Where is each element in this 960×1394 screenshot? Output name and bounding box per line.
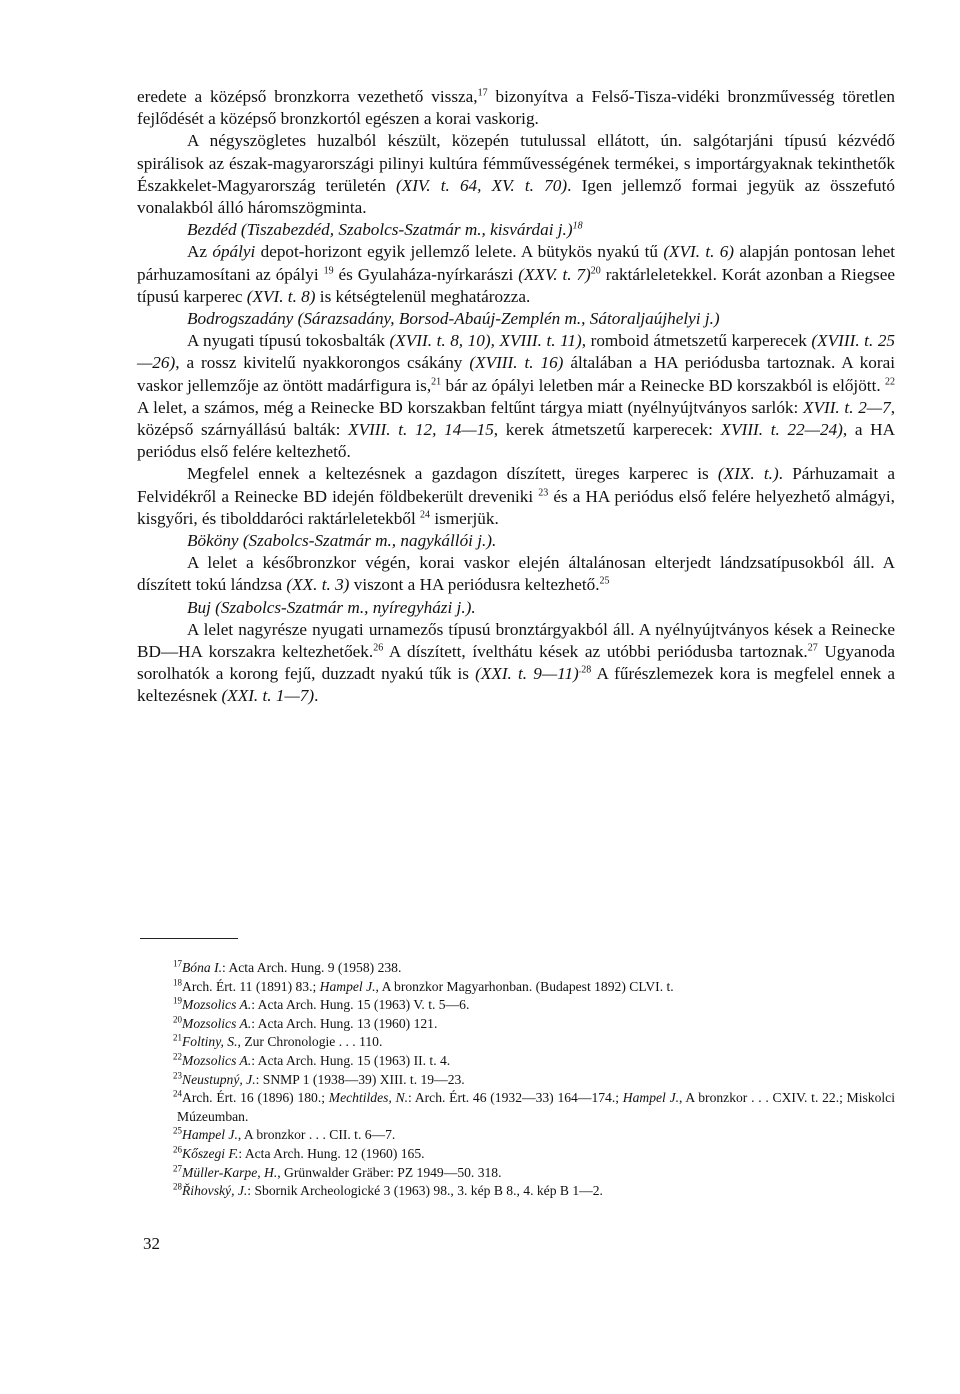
- text-run: bizonyítva a Felső-Tisza-vidéki bronzművesség töretlen fejlődését a középső bronzkortól egészen a korai vaskorig.: [137, 87, 895, 129]
- italic-text: Hampel J.: [182, 1127, 238, 1143]
- footnote: [137, 1126, 895, 1145]
- footnote-number: 21: [173, 1032, 182, 1043]
- text-run: Bezdéd (Tiszabezdéd, Szabolcs-Szatmár m., kisvárdai j.): [187, 220, 573, 240]
- footnote-number: 28: [173, 1181, 182, 1192]
- paragraph: [137, 130, 895, 219]
- footnote-number: 26: [173, 1144, 182, 1155]
- text-run: általában a HA periódusba tartoznak. A korai vaskor jellemzője az öntött madárfigura is,: [137, 353, 895, 395]
- footnote-divider: [140, 938, 238, 939]
- footnotes: [137, 959, 895, 1201]
- text-run: viszont a HA periódusra keltezhető.: [349, 575, 600, 595]
- text-run: : Acta Arch. Hung. 13 (1960) 121.: [251, 1015, 438, 1031]
- text-run: A díszített, ívelthátu kések az utóbbi periódusba tartoznak.: [383, 642, 808, 662]
- footnote-number: 17: [173, 958, 182, 969]
- text-run: : Acta Arch. Hung. 9 (1958) 238.: [222, 960, 402, 975]
- text-run: Megfelel ennek a keltezésnek a gazdagon díszített, üreges karperec is: [187, 464, 718, 484]
- text-run: , a HA periódus első felére keltezhető.: [137, 420, 895, 462]
- italic-text: (XXI. t. 9—11): [475, 664, 579, 684]
- text-run: depot-horizont egyik jellemző lelete. A bütykös nyakú tű: [255, 242, 664, 262]
- footnote-ref: 24: [420, 509, 431, 521]
- footnote-number: 20: [173, 1014, 182, 1025]
- italic-text: XVII. t. 2—7: [802, 397, 891, 417]
- paragraph: [137, 86, 895, 130]
- text-run: Bodrogszadány (Sárazsadány, Borsod-Abaúj-Zemplén m., Sátoraljaújhelyi j.): [187, 309, 720, 329]
- italic-text: (XVI. t. 6): [663, 242, 735, 262]
- text-run: A lelet a későbronzkor végén, korai vaskor elején általánosan elterjedt lándzsatípusokból áll. A díszített tokú lándzsa: [137, 553, 895, 595]
- site-heading: [137, 219, 895, 241]
- footnote-ref: 27: [807, 642, 818, 654]
- page-number: 32: [143, 1234, 160, 1253]
- footnote-number: 24: [173, 1088, 182, 1099]
- italic-text: (XVII. t. 8, 10), XVIII. t. 11): [389, 331, 582, 351]
- text-run: ismerjük.: [430, 508, 499, 528]
- text-run: Az: [187, 242, 213, 262]
- footnote-number: 25: [173, 1125, 182, 1136]
- footnote-ref: 17: [477, 87, 488, 99]
- italic-text: Mozsolics A.: [182, 1052, 252, 1068]
- footnote: [137, 1033, 895, 1052]
- text-run: Ugyanoda sorolhatók a korong fejű, duzzadt nyakú tűk is: [137, 642, 896, 684]
- italic-text: (XIX. t.): [717, 464, 779, 484]
- text-run: : Arch. Ért. 46 (1932—33) 164—174.;: [408, 1090, 623, 1106]
- italic-text: Mozsolics A.: [182, 1015, 252, 1031]
- italic-text: XVIII. t. 12, 14—15: [348, 420, 494, 440]
- paragraph: [137, 552, 895, 596]
- text-run: , kerek átmetszetű karperecek:: [493, 420, 721, 440]
- footnote: [137, 1071, 895, 1090]
- text-run: bár az ópályi leletben már a Reinecke BD korszakból is előjött.: [441, 375, 885, 395]
- footnote-number: 27: [173, 1163, 182, 1173]
- text-run: . Párhuzamait a Felvidékről a Reinecke BD idején földbekerült dreveniki: [137, 464, 895, 506]
- text-run: és Gyulaháza-nyírkarászi: [333, 264, 519, 284]
- footnote: [137, 996, 895, 1015]
- italic-text: (XVIII. t. 25—26): [137, 331, 896, 373]
- italic-text: Hampel J.: [319, 978, 376, 994]
- paragraph: [137, 463, 895, 530]
- footnote-ref: 22: [885, 375, 895, 387]
- text-run: : Acta Arch. Hung. 15 (1963) II. t. 4.: [251, 1052, 451, 1068]
- italic-text: Müller-Karpe, H.: [182, 1164, 278, 1180]
- footnote: [137, 1089, 895, 1126]
- text-run: : SNMP 1 (1938—39) XIII. t. 19—23.: [255, 1071, 465, 1087]
- italic-text: Foltiny, S.: [182, 1034, 238, 1050]
- text-run: : Acta Arch. Hung. 12 (1960) 165.: [238, 1145, 425, 1161]
- italic-text: (XVIII. t. 16): [469, 353, 564, 373]
- text-run: , középső szárnyállású balták:: [137, 397, 895, 440]
- italic-text: Kőszegi F.: [182, 1145, 239, 1161]
- site-heading: [137, 308, 895, 330]
- text-run: , a rossz kivitelű nyakkorongos csákány: [175, 353, 470, 373]
- text-run: , A bronzkor . . . CXIV. t. 22.; Miskolci Múzeumban.: [177, 1090, 895, 1124]
- italic-text: (XX. t. 3): [286, 575, 350, 595]
- text-run: Arch. Ért. 11 (1891) 83.;: [182, 978, 320, 994]
- text-run: Buj (Szabolcs-Szatmár m., nyíregyházi j.).: [187, 597, 476, 617]
- text-run: Arch. Ért. 16 (1896) 180.;: [182, 1090, 329, 1106]
- text-run: A négyszögletes huzalból készült, közepén tutulussal ellátott, ún. salgótarjáni típusú kézvédő spirálisok az észak-magyarországi pilinyi kultúra fémművességének termékei, s importárgyaknak tekinthetők Északkelet-Magyarország területén: [137, 131, 895, 195]
- footnote: [137, 1145, 895, 1164]
- footnote-ref: 26: [373, 642, 384, 654]
- footnote-number: 19: [173, 995, 182, 1006]
- italic-text: (XIV. t. 64, XV. t. 70): [395, 175, 568, 195]
- text-run: . Igen jellemző formai jegyük az összefutó vonalakból álló háromszögminta.: [137, 175, 895, 218]
- text-run: : Sbornik Archeologické 3 (1963) 98., 3. kép B 8., 4. kép B 1—2.: [247, 1183, 603, 1199]
- text-run: és a HA periódus első felére helyezhető almágyi, kisgyőri, és tibolddaróci raktárleletekből: [137, 486, 895, 528]
- footnote: [137, 1182, 895, 1201]
- text-run: Bököny (Szabolcs-Szatmár m., nagykállói j.).: [187, 531, 497, 551]
- footnote-ref: 25: [599, 575, 610, 587]
- footnote-ref: 23: [538, 486, 549, 498]
- text-run: , romboid átmetszetű karperecek: [581, 331, 812, 351]
- text-run: A lelet nagyrésze nyugati urnamezős típusú bronztárgyakból áll. A nyélnyújtványos kések a Reinecke BD—HA korszakra keltezhetőek.: [137, 619, 895, 662]
- italic-text: (XXV. t. 7): [518, 264, 591, 284]
- text-run: A lelet, a számos, még a Reinecke BD korszakban feltűnt tárgya miatt (nyélnyújtványos sarlók:: [137, 397, 803, 417]
- footnote-number: 22: [173, 1051, 182, 1062]
- text-run: .: [314, 686, 319, 706]
- italic-text: Bóna I.: [182, 960, 223, 975]
- site-heading: [137, 530, 895, 552]
- text-run: , Grünwalder Gräber: PZ 1949—50. 318.: [277, 1164, 502, 1180]
- text-run: eredete a középső bronzkorra vezethető vissza,: [137, 87, 478, 106]
- footnote-ref: .28: [578, 664, 592, 676]
- text-run: A fűrészlemezek kora is megfelel ennek a keltezésnek: [137, 664, 895, 706]
- text-run: : Acta Arch. Hung. 15 (1963) V. t. 5—6.: [251, 997, 470, 1013]
- footnote-ref: 21: [431, 375, 442, 387]
- footnote-number: 23: [173, 1070, 182, 1081]
- site-heading: [137, 597, 895, 619]
- italic-text: Mozsolics A.: [182, 997, 252, 1013]
- body-text: [137, 86, 895, 708]
- text-run: raktárleletekkel. Korát azonban a Riegsee típusú karperec: [137, 264, 895, 306]
- italic-text: XVIII. t. 22—24): [720, 420, 843, 440]
- paragraph: [137, 330, 895, 463]
- text-run: is kétségtelenül meghatározza.: [315, 286, 531, 306]
- text-run: alapján pontosan lehet párhuzamosítani az ópályi: [137, 242, 895, 284]
- text-run: , Zur Chronologie . . . 110.: [237, 1034, 383, 1050]
- footnote-ref: 20: [590, 264, 601, 276]
- italic-text: Hampel J.: [622, 1090, 680, 1106]
- italic-text: (XVI. t. 8): [246, 286, 316, 306]
- text-run: , A bronzkor Magyarhonban. (Budapest 1892) CLVI. t.: [375, 978, 674, 994]
- italic-text: Mechtildes, N.: [328, 1090, 409, 1106]
- italic-text: (XXI. t. 1—7): [221, 686, 315, 706]
- footnote: [137, 1052, 895, 1071]
- footnote: [137, 978, 895, 997]
- footnote-number: 18: [173, 977, 182, 988]
- footnote: [137, 1164, 895, 1183]
- paragraph: [137, 241, 895, 308]
- footnote: [137, 959, 895, 978]
- italic-text: Neustupný, J.: [182, 1071, 256, 1087]
- paragraph: [137, 619, 895, 708]
- footnote-ref: 18: [572, 220, 583, 232]
- footnote-ref: 19: [323, 264, 334, 276]
- text-run: , A bronzkor . . . CII. t. 6—7.: [237, 1127, 396, 1143]
- footnote: [137, 1015, 895, 1034]
- italic-text: ópályi: [212, 242, 256, 262]
- italic-text: Řihovský, J.: [182, 1183, 248, 1199]
- text-run: A nyugati típusú tokosbalták: [187, 331, 390, 351]
